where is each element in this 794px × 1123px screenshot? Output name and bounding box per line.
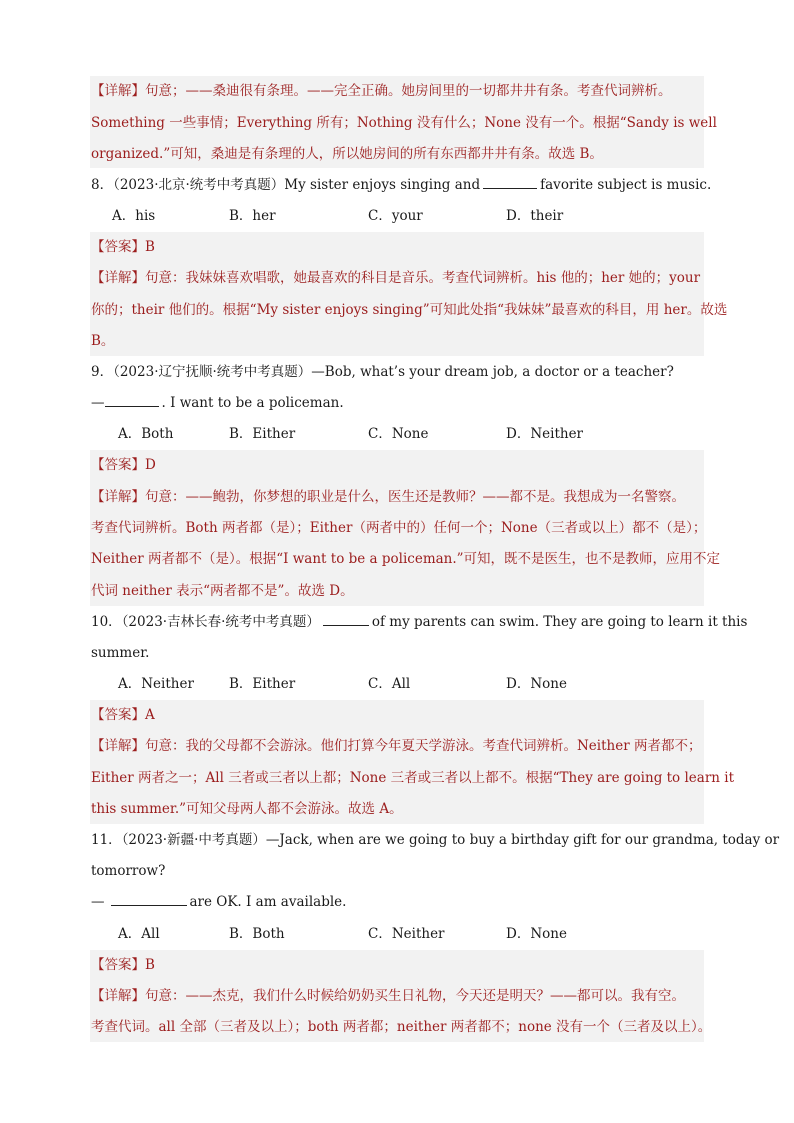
q11-option-b: B．Both	[229, 926, 285, 942]
q8-detail-label: 【详解】	[91, 270, 145, 286]
q7-detail-line-3: organized.”可知，桑迪是有条理的人，所以她房间的所有东西都井井有条。故选 B。	[91, 146, 603, 162]
q8-answer-line	[91, 238, 155, 256]
q9-blank	[105, 394, 159, 407]
q8-blank	[483, 176, 537, 189]
q11-stem-line-3: — are OK. I am available.	[91, 894, 347, 910]
q10-detail-line-1: 【详解】句意：我的父母都不会游泳。他们打算今年夏天学游泳。考查代词辨析。Neither 两者都不；	[91, 738, 702, 754]
q10-detail-line-3: this summer.”可知父母两人都不会游泳。故选 A。	[91, 801, 403, 817]
q10-stem-line-1: 10．（2023·吉林长春·统考中考真题） of my parents can swim. They are going to learn it this	[91, 614, 748, 630]
q10-answer-line	[91, 706, 155, 724]
q11-detail-label: 【详解】	[91, 988, 145, 1004]
q11-option-d: D．None	[506, 926, 567, 942]
q11-stem-line-2: tomorrow?	[91, 863, 166, 879]
q11-answer-value: B	[145, 957, 155, 973]
q9-detail-line-2: 考查代词辨析。Both 两者都（是）；Either（两者中的）任何一个；None（三者或以上）都不（是）；	[91, 520, 707, 536]
q9-detail-line-3: Neither 两者都不（是）。根据“I want to be a policeman.”可知，既不是医生，也不是教师，应用不定	[91, 551, 721, 567]
q10-stem-line-2: summer.	[91, 645, 150, 661]
q8-option-d: D．their	[506, 208, 564, 224]
q10-source: （2023·吉林长春·统考中考真题）	[121, 614, 320, 630]
q10-detail-label: 【详解】	[91, 738, 145, 754]
q10-blank	[323, 613, 369, 626]
q9-option-b: B．Either	[229, 426, 296, 442]
q10-answer-label: 【答案】	[91, 707, 145, 723]
q10-option-d: D．None	[506, 676, 567, 692]
q11-detail-line-2: 考查代词。all 全部（三者及以上）；both 两者都；neither 两者都不；none 没有一个（三者及以上）。	[91, 1019, 712, 1035]
q9-option-a: A．Both	[118, 426, 174, 442]
q7-detail-line-2: Something 一些事情；Everything 所有；Nothing 没有什么；None 没有一个。根据“Sandy is well	[91, 115, 717, 131]
q8-option-a: A．his	[112, 208, 156, 224]
q9-option-c: C．None	[368, 426, 429, 442]
q9-answer-line	[91, 456, 156, 474]
q10-option-b: B．Either	[229, 676, 296, 692]
q11-number: 11．	[91, 832, 122, 848]
q9-option-d: D．Neither	[506, 426, 584, 442]
q10-detail-line-2: Either 两者之一；All 三者或三者以上都；None 三者或三者以上都不。根据“They are going to learn it	[91, 770, 735, 786]
q8-stem: 8．（2023·北京·统考中考真题）My sister enjoys singing and favorite subject is music.	[91, 177, 712, 193]
q8-answer-label: 【答案】	[91, 239, 145, 255]
q9-detail-line-4: 代词 neither 表示“两者都不是”。故选 D。	[91, 583, 354, 599]
q9-answer-value: D	[145, 457, 156, 473]
q8-detail-line-3: B。	[91, 333, 115, 349]
q9-detail-label: 【详解】	[91, 489, 145, 505]
q11-stem-line-1: 11．（2023·新疆·中考真题）—Jack, when are we going to buy a birthday gift for our grandma, today or	[91, 832, 780, 848]
q8-answer-value: B	[145, 239, 155, 255]
q9-number: 9．	[91, 364, 114, 380]
q8-source: （2023·北京·统考中考真题）	[113, 177, 285, 193]
q10-option-a: A．Neither	[118, 676, 194, 692]
q11-option-a: A．All	[118, 926, 160, 942]
q9-stem-line-1: 9．（2023·辽宁抚顺·统考中考真题）—Bob, what’s your dream job, a doctor or a teacher?	[91, 364, 674, 380]
q11-option-c: C．Neither	[368, 926, 445, 942]
q8-detail-line-2: 你的；their 他们的。根据“My sister enjoys singing”可知此处指“我妹妹”最喜欢的科目，用 her。故选	[91, 302, 728, 318]
q11-source: （2023·新疆·中考真题）	[121, 832, 266, 848]
q11-answer-label: 【答案】	[91, 957, 145, 973]
q8-option-b: B．her	[229, 208, 276, 224]
q11-detail-line-1: 【详解】句意：——杰克，我们什么时候给奶奶买生日礼物，今天还是明天？——都可以。我有空。	[91, 988, 685, 1004]
q9-stem-line-2: — . I want to be a policeman.	[91, 395, 344, 411]
q9-source: （2023·辽宁抚顺·统考中考真题）	[113, 364, 312, 380]
q8-number: 8．	[91, 177, 114, 193]
q11-answer-line	[91, 956, 155, 974]
q7-detail-line-1: 【详解】句意；——桑迪很有条理。——完全正确。她房间里的一切都井井有条。考查代词辨析。	[91, 83, 672, 99]
q10-answer-value: A	[145, 707, 155, 723]
q10-option-c: C．All	[368, 676, 411, 692]
q9-detail-line-1: 【详解】句意：——鲍勃，你梦想的职业是什么，医生还是教师？——都不是。我想成为一名警察。	[91, 489, 685, 505]
q7-detail-label: 【详解】	[91, 83, 145, 99]
q9-answer-label: 【答案】	[91, 457, 145, 473]
q8-option-c: C．your	[368, 208, 423, 224]
q8-detail-line-1: 【详解】句意：我妹妹喜欢唱歌，她最喜欢的科目是音乐。考查代词辨析。his 他的；her 她的；your	[91, 270, 701, 286]
q11-blank	[111, 893, 187, 906]
q8-answer-block	[90, 232, 704, 356]
q10-number: 10．	[91, 614, 122, 630]
